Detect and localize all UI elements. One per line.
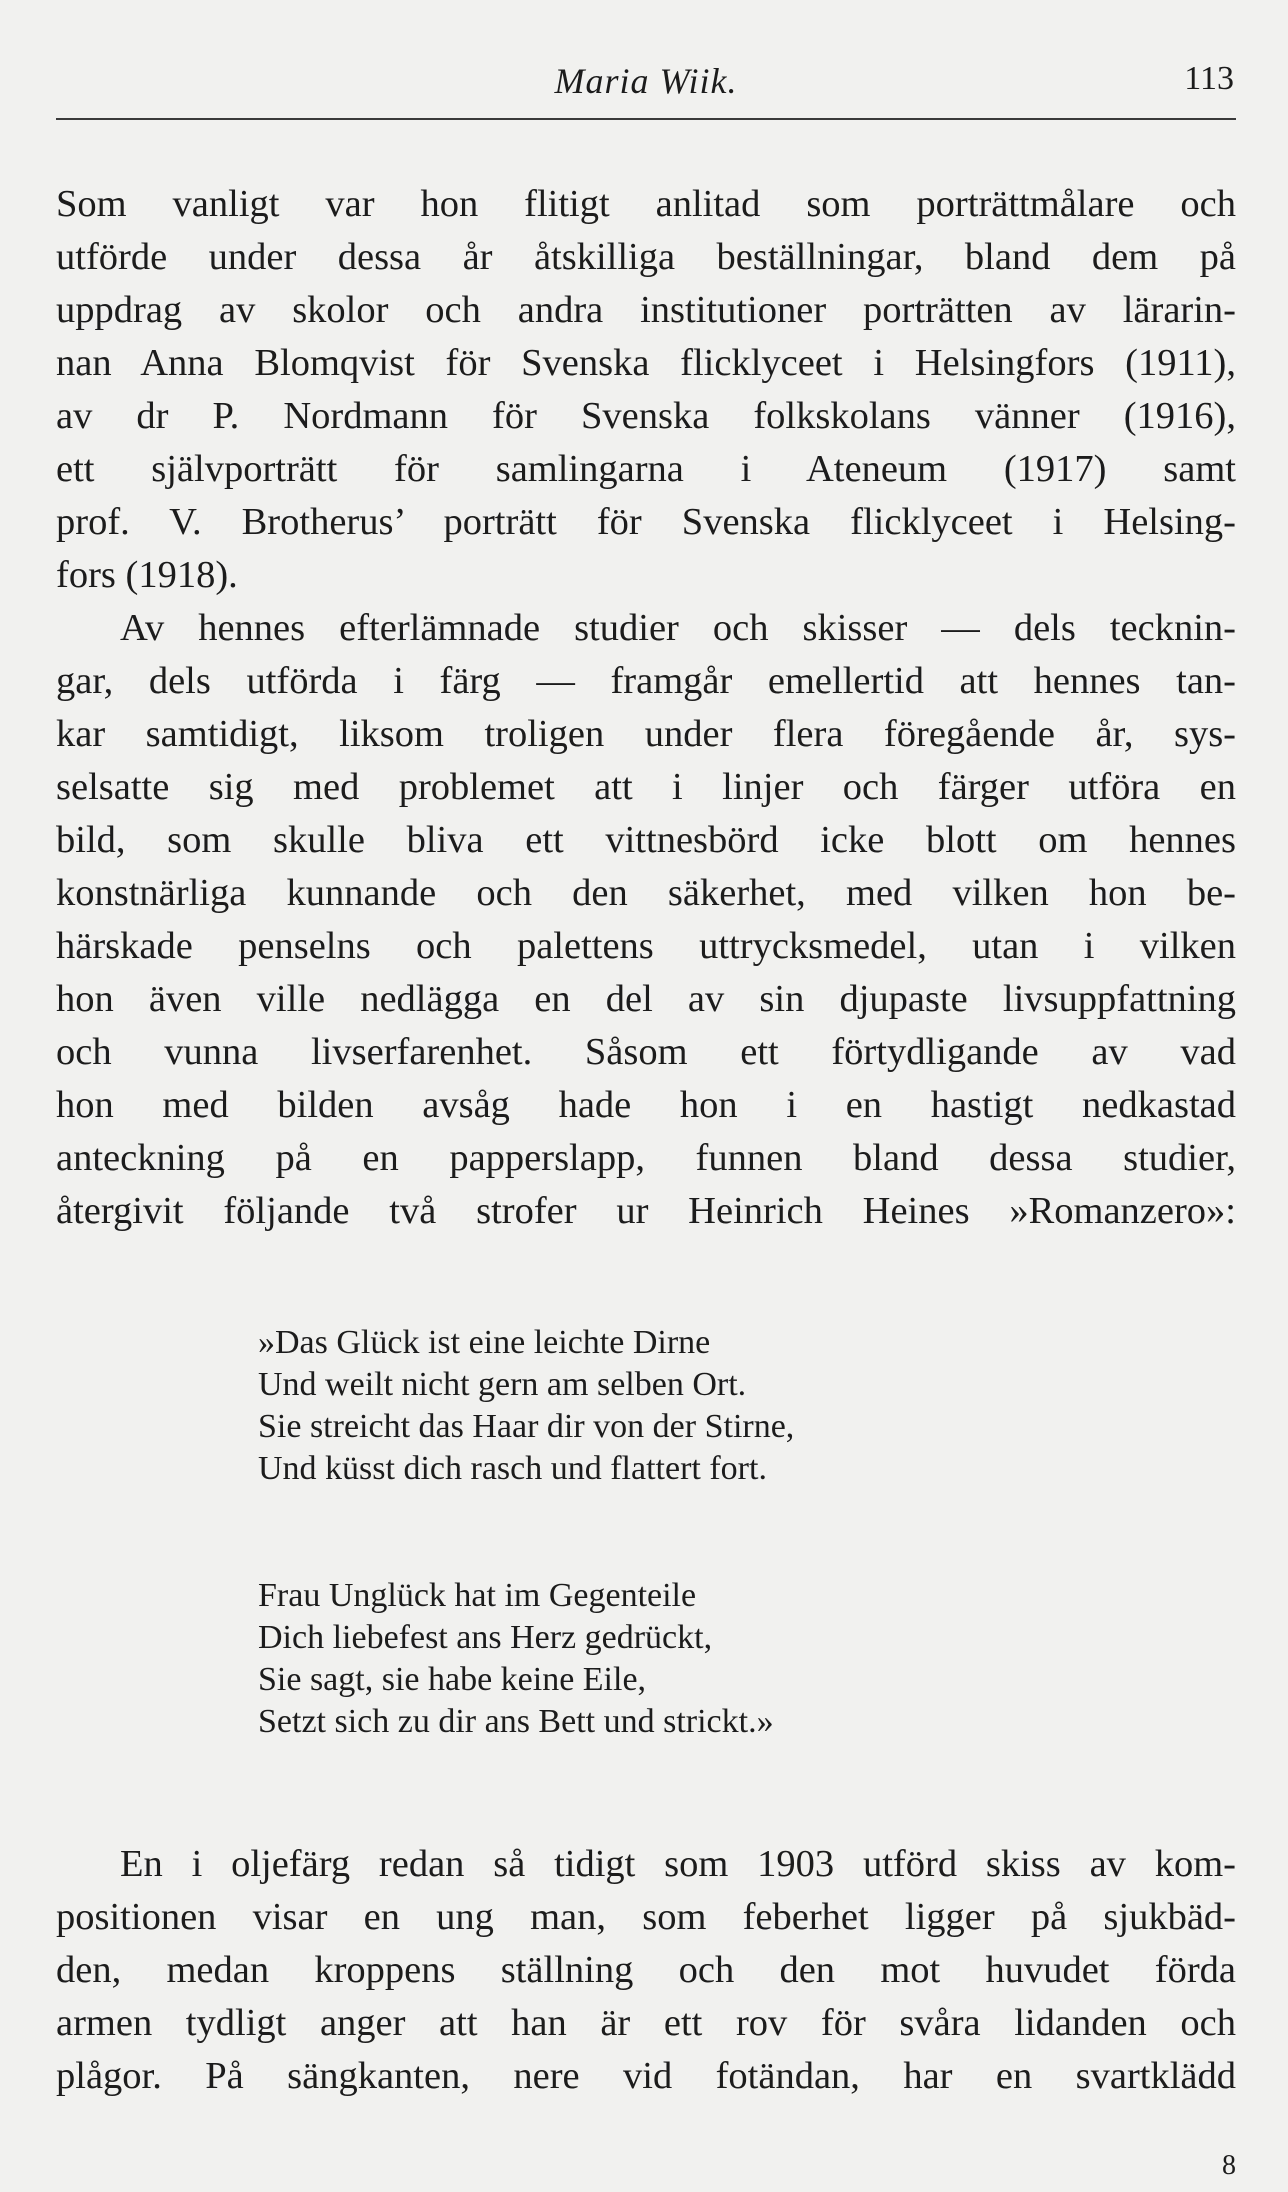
text-line: hon även ville nedlägga en del av sin djupaste livsuppfattning [56,978,1236,1020]
text-line: ett självporträtt för samlingarna i Ateneum (1917) samt [56,448,1236,490]
verse-stanza-1 [258,1322,1158,1490]
text-line: armen tydligt anger att han är ett rov för svåra lidanden och [56,2002,1236,2044]
verse-line: Dich liebefest ans Herz gedrückt, [258,1619,713,1656]
verse-stanza-2 [258,1575,1158,1743]
text-line: En i oljefärg redan så tidigt som 1903 utförd skiss av kom- [120,1843,1236,1885]
text-line: prof. V. Brotherus’ porträtt för Svenska flicklyceet i Helsing- [56,501,1236,543]
text-line: härskade penselns och palettens uttrycksmedel, utan i vilken [56,925,1236,967]
verse-line: Sie streicht das Haar dir von der Stirne, [258,1408,795,1445]
text-line: den, medan kroppens ställning och den mot huvudet förda [56,1949,1236,1991]
verse-line: Setzt sich zu dir ans Bett und strickt.» [258,1703,774,1740]
text-line: Av hennes efterlämnade studier och skisser — dels tecknin- [120,607,1236,649]
text-line: återgivit följande två strofer ur Heinrich Heines »Romanzero»: [56,1190,1236,1232]
running-header [56,58,1236,120]
verse-line: Und weilt nicht gern am selben Ort. [258,1366,747,1403]
text-line: hon med bilden avsåg hade hon i en hastigt nedkastad [56,1084,1236,1126]
text-line: av dr P. Nordmann för Svenska folkskolans vänner (1916), [56,395,1236,437]
running-title: Maria Wiik. [554,61,738,101]
paragraph [56,178,1236,602]
paragraph [56,1838,1236,2103]
verse-line: Sie sagt, sie habe keine Eile, [258,1661,647,1698]
text-line: kar samtidigt, liksom troligen under flera föregående år, sys- [56,713,1236,755]
verse-line: »Das Glück ist eine leichte Dirne [258,1324,711,1361]
verse-line: Und küsst dich rasch und flattert fort. [258,1450,767,1487]
text-line: bild, som skulle bliva ett vittnesbörd icke blott om hennes [56,819,1236,861]
text-line: gar, dels utförda i färg — framgår emellertid att hennes tan- [56,660,1236,702]
signature-mark: 8 [1222,2150,1236,2181]
text-line: och vunna livserfarenhet. Såsom ett förtydligande av vad [56,1031,1236,1073]
text-line: nan Anna Blomqvist för Svenska flicklyceet i Helsingfors (1911), [56,342,1236,384]
text-line: uppdrag av skolor och andra institutioner porträtten av lärarin- [56,289,1236,331]
text-line: Som vanligt var hon flitigt anlitad som porträttmålare och [56,183,1236,225]
text-line: selsatte sig med problemet att i linjer och färger utföra en [56,766,1236,808]
text-line: anteckning på en papperslapp, funnen bland dessa studier, [56,1137,1236,1179]
paragraph [56,602,1236,1238]
verse-line: Frau Unglück hat im Gegenteile [258,1577,697,1614]
body-text [56,178,1236,1238]
page-number: 113 [1184,60,1234,97]
text-line: utförde under dessa år åtskilliga beställningar, bland dem på [56,236,1236,278]
text-line: fors (1918). [56,554,238,596]
text-line: positionen visar en ung man, som feberhet ligger på sjukbäd- [56,1896,1236,1938]
text-line: plågor. På sängkanten, nere vid fotändan, har en svartklädd [56,2055,1236,2097]
text-line: konstnärliga kunnande och den säkerhet, med vilken hon be- [56,872,1236,914]
